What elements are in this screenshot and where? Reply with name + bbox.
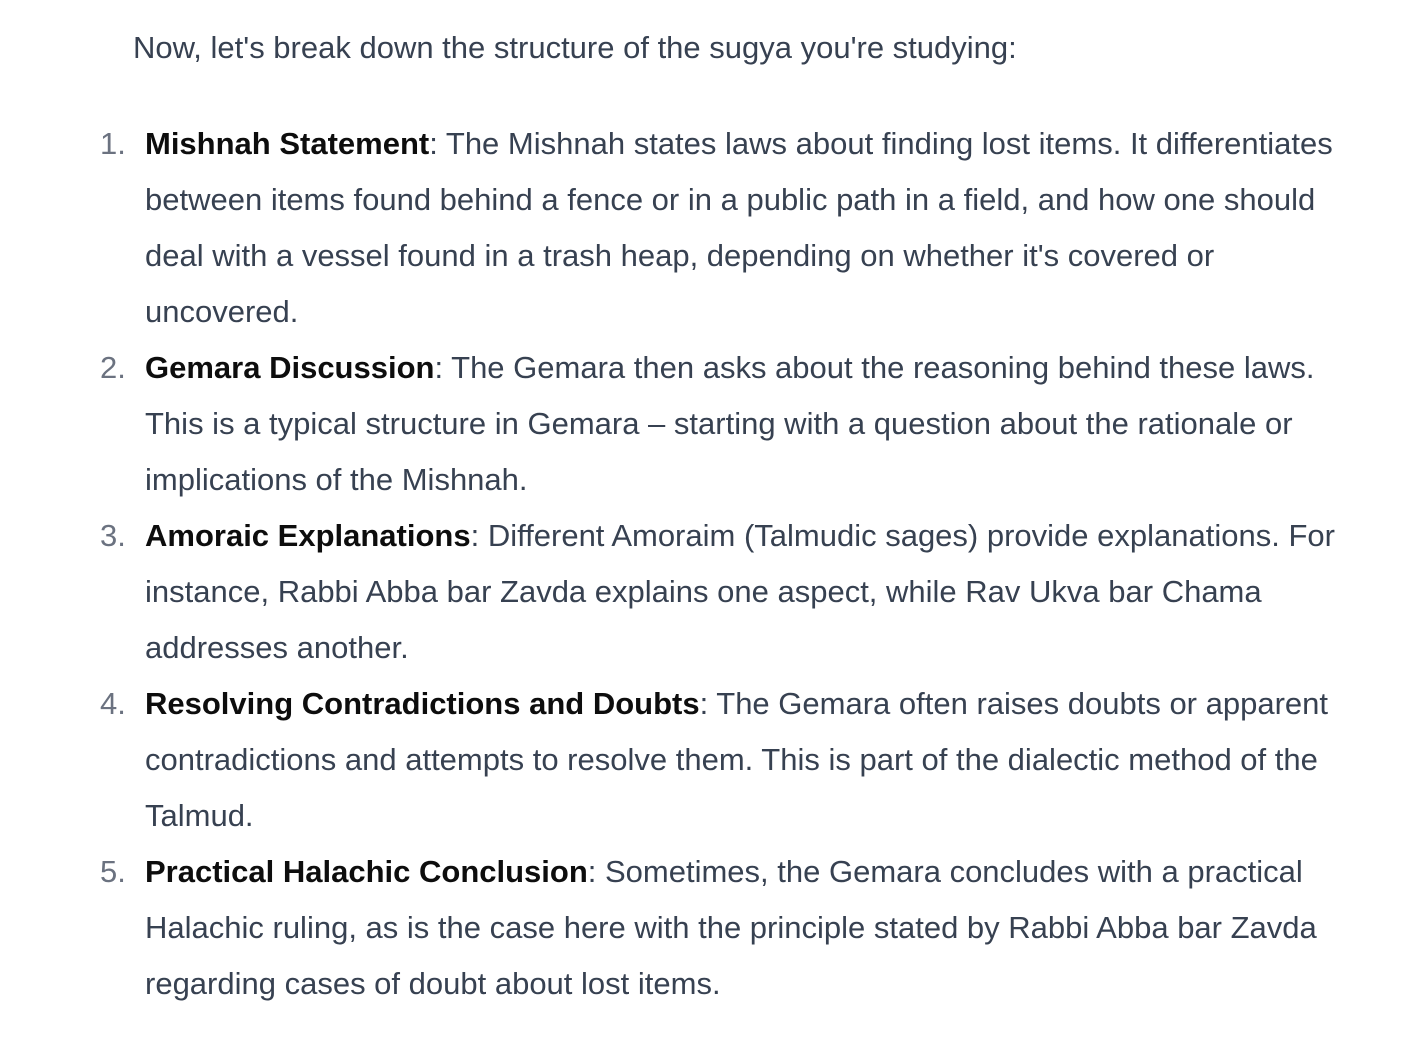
list-item-mishnah-statement	[0, 116, 1426, 340]
list-item-title: Mishnah Statement	[145, 126, 430, 161]
list-number: 3.	[100, 518, 126, 553]
list-item-gemara-discussion	[0, 340, 1426, 508]
list-item-title: Practical Halachic Conclusion	[145, 854, 588, 889]
list-item-practical-conclusion	[0, 844, 1426, 1012]
structure-list	[0, 116, 1426, 1012]
list-item-text: : Different Amoraim (Talmudic sages) provide explanations. For instance, Rabbi Abba bar Zavda explains one aspect, while Rav Ukva bar Chama addresses another.	[145, 518, 1335, 665]
list-item-title: Gemara Discussion	[145, 350, 435, 385]
list-number: 4.	[100, 686, 126, 721]
list-number: 2.	[100, 350, 126, 385]
list-item-amoraic-explanations	[0, 508, 1426, 676]
list-item-title: Resolving Contradictions and Doubts	[145, 686, 700, 721]
intro-text: Now, let's break down the structure of the sugya you're studying:	[133, 30, 1017, 65]
list-item-title: Amoraic Explanations	[145, 518, 471, 553]
list-item-text: : The Mishnah states laws about finding lost items. It differentiates between items found behind a fence or in a public path in a field, and how one should deal with a vessel found in a trash heap, depending on whether it's covered or uncovered.	[145, 126, 1333, 329]
list-item-resolving-contradictions	[0, 676, 1426, 844]
list-number: 1.	[100, 126, 126, 161]
list-item-text: : The Gemara then asks about the reasoning behind these laws. This is a typical structure in Gemara – starting with a question about the rationale or implications of the Mishnah.	[145, 350, 1315, 497]
list-item-text: : The Gemara often raises doubts or apparent contradictions and attempts to resolve them. This is part of the dialectic method of the Talmud.	[145, 686, 1328, 833]
list-item-text: : Sometimes, the Gemara concludes with a practical Halachic ruling, as is the case here with the principle stated by Rabbi Abba bar Zavda regarding cases of doubt about lost items.	[145, 854, 1317, 1001]
list-number: 5.	[100, 854, 126, 889]
